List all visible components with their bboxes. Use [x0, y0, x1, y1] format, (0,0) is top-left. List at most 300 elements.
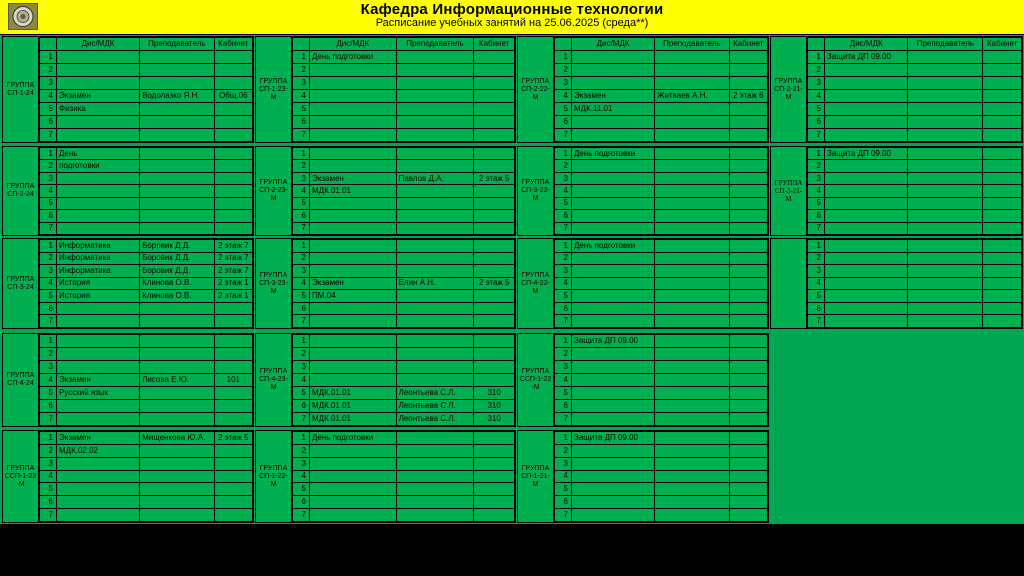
teacher-cell: Леонтьева С.Л. — [396, 413, 474, 426]
subject-cell: Защита ДП 09.00 — [825, 148, 908, 160]
table-row — [293, 387, 515, 400]
teacher-cell — [908, 210, 983, 222]
subject-cell — [572, 374, 655, 387]
room-cell — [214, 335, 252, 348]
table-row — [293, 265, 515, 278]
header-subject: Дис/МДК — [310, 38, 397, 51]
teacher-cell — [140, 197, 215, 209]
subject-cell — [57, 315, 140, 328]
room-cell — [214, 315, 252, 328]
teacher-cell — [396, 148, 474, 160]
subject-cell — [57, 400, 140, 413]
lesson-number: 2 — [40, 444, 57, 457]
teacher-cell — [908, 315, 983, 328]
lesson-number: 5 — [555, 290, 572, 303]
lesson-number: 4 — [293, 374, 310, 387]
table-row — [555, 172, 768, 184]
header-room: Кабинет — [214, 38, 252, 51]
lesson-number: 3 — [40, 457, 57, 470]
teacher-cell — [396, 116, 474, 129]
subject-cell — [572, 222, 655, 234]
table-row — [293, 222, 515, 234]
table-row — [293, 197, 515, 209]
group-name: ГРУППА СП-4-24 — [3, 334, 39, 426]
lesson-number: 5 — [555, 387, 572, 400]
table-row — [808, 240, 1022, 253]
table-row — [293, 444, 515, 457]
subject-cell — [572, 290, 655, 303]
teacher-cell — [396, 160, 474, 172]
subject-cell: День подготовки — [310, 51, 397, 64]
table-row — [808, 315, 1022, 328]
table-row — [293, 103, 515, 116]
teacher-cell — [655, 361, 730, 374]
room-cell — [983, 148, 1022, 160]
subject-cell: Защита ДП 09.00 — [825, 51, 908, 64]
subject-cell — [310, 374, 397, 387]
table-row — [40, 470, 253, 483]
room-cell: 101 — [214, 374, 252, 387]
subject-cell: Экзамен — [572, 90, 655, 103]
subject-cell — [57, 172, 140, 184]
teacher-cell — [140, 148, 215, 160]
subject-cell: МДК.01.01 — [310, 185, 397, 197]
room-cell — [214, 470, 252, 483]
lesson-number: 6 — [40, 302, 57, 315]
group-name: ГРУППА ССП-1-22-М — [518, 334, 554, 426]
teacher-cell — [908, 185, 983, 197]
subject-cell — [825, 77, 908, 90]
subject-cell — [57, 348, 140, 361]
room-cell — [729, 470, 767, 483]
room-cell — [729, 496, 767, 509]
subject-cell — [572, 387, 655, 400]
lesson-number: 2 — [293, 64, 310, 77]
subject-cell: История — [57, 290, 140, 303]
table-row — [808, 210, 1022, 222]
teacher-cell — [396, 222, 474, 234]
table-row — [555, 277, 768, 290]
room-cell: 2 этаж 5 — [214, 432, 252, 445]
teacher-cell — [908, 265, 983, 278]
table-row — [555, 240, 768, 253]
page-title: Кафедра Информационные технологии — [360, 1, 664, 18]
table-row — [293, 509, 515, 522]
teacher-cell — [908, 129, 983, 142]
lesson-number: 7 — [808, 129, 825, 142]
lesson-number: 6 — [293, 116, 310, 129]
group-name: ГРУППА СП-1-21-М — [518, 431, 554, 522]
lesson-number: 6 — [808, 116, 825, 129]
group-panel — [517, 430, 769, 523]
subject-cell — [57, 496, 140, 509]
table-row — [40, 432, 253, 445]
teacher-cell — [396, 265, 474, 278]
subject-cell: Защита ДП 09.00 — [572, 432, 655, 445]
lesson-number: 2 — [808, 64, 825, 77]
table-row — [40, 277, 253, 290]
table-row — [555, 197, 768, 209]
room-cell — [474, 252, 515, 265]
subject-cell — [572, 265, 655, 278]
room-cell — [729, 197, 767, 209]
table-row — [808, 64, 1022, 77]
teacher-cell — [140, 457, 215, 470]
room-cell — [474, 103, 515, 116]
table-row — [40, 77, 253, 90]
room-cell — [214, 361, 252, 374]
room-cell — [214, 483, 252, 496]
teacher-cell — [655, 51, 730, 64]
teacher-cell — [908, 90, 983, 103]
table-row — [293, 240, 515, 253]
table-row — [555, 210, 768, 222]
teacher-cell — [655, 374, 730, 387]
teacher-cell — [655, 315, 730, 328]
room-cell — [729, 240, 767, 253]
subject-cell: Информатика — [57, 240, 140, 253]
table-row — [293, 361, 515, 374]
subject-cell: Защита ДП 09.00 — [572, 335, 655, 348]
subject-cell: Экзамен — [57, 90, 140, 103]
table-row — [40, 160, 253, 172]
teacher-cell — [140, 315, 215, 328]
table-row — [555, 265, 768, 278]
lesson-number: 1 — [808, 148, 825, 160]
room-cell — [983, 197, 1022, 209]
group-panel — [255, 333, 516, 427]
teacher-cell: Боровик Д.Д. — [140, 252, 215, 265]
room-cell — [729, 432, 767, 445]
teacher-cell — [908, 160, 983, 172]
lesson-number: 2 — [293, 160, 310, 172]
teacher-cell — [396, 509, 474, 522]
lesson-number: 1 — [40, 335, 57, 348]
lesson-number: 3 — [555, 361, 572, 374]
schedule-table — [554, 239, 768, 328]
subject-cell — [57, 302, 140, 315]
table-header-row — [40, 38, 253, 51]
lesson-number: 2 — [808, 160, 825, 172]
lesson-number: 3 — [40, 77, 57, 90]
lesson-number: 4 — [293, 185, 310, 197]
table-row — [808, 116, 1022, 129]
lesson-number: 7 — [555, 413, 572, 426]
lesson-number: 1 — [808, 51, 825, 64]
room-cell — [729, 509, 767, 522]
schedule-table — [39, 239, 253, 328]
subject-cell: МДК.11.01 — [572, 103, 655, 116]
subject-cell — [572, 197, 655, 209]
table-row — [293, 90, 515, 103]
lesson-number: 3 — [293, 361, 310, 374]
schedule-table — [554, 147, 768, 235]
schedule-table — [39, 147, 253, 235]
teacher-cell — [655, 160, 730, 172]
header-teacher: Преподаватель — [140, 38, 215, 51]
table-row — [293, 302, 515, 315]
subject-cell — [310, 252, 397, 265]
teacher-cell — [396, 129, 474, 142]
lesson-number: 6 — [555, 400, 572, 413]
table-row — [293, 210, 515, 222]
room-cell — [983, 160, 1022, 172]
schedule-table — [292, 334, 515, 426]
table-row — [40, 290, 253, 303]
teacher-cell — [655, 116, 730, 129]
teacher-cell — [655, 348, 730, 361]
teacher-cell — [908, 222, 983, 234]
group-name: ГРУППА СП-4-23-М — [256, 334, 292, 426]
teacher-cell — [655, 302, 730, 315]
room-cell — [474, 483, 515, 496]
room-cell — [214, 185, 252, 197]
subject-cell — [57, 129, 140, 142]
lesson-number: 3 — [293, 265, 310, 278]
room-cell — [729, 444, 767, 457]
schedule-table — [554, 37, 768, 142]
teacher-cell — [140, 185, 215, 197]
teacher-cell — [655, 210, 730, 222]
teacher-cell: Боровик Д.Д. — [140, 265, 215, 278]
table-row — [555, 185, 768, 197]
teacher-cell — [655, 77, 730, 90]
header-teacher: Преподаватель — [908, 38, 983, 51]
teacher-cell — [140, 335, 215, 348]
lesson-number: 2 — [40, 64, 57, 77]
teacher-cell — [655, 509, 730, 522]
table-row — [40, 148, 253, 160]
table-row — [808, 222, 1022, 234]
subject-cell — [310, 335, 397, 348]
teacher-cell — [908, 290, 983, 303]
lesson-number: 3 — [808, 172, 825, 184]
group-name: ГРУППА СП-1-23-М — [256, 37, 292, 142]
room-cell — [474, 51, 515, 64]
group-panel — [255, 238, 516, 329]
lesson-number: 3 — [555, 457, 572, 470]
room-cell — [729, 483, 767, 496]
table-row — [555, 129, 768, 142]
subject-cell — [825, 315, 908, 328]
subject-cell — [572, 302, 655, 315]
lesson-number: 4 — [808, 90, 825, 103]
lesson-number: 6 — [40, 210, 57, 222]
room-cell — [729, 103, 767, 116]
lesson-number: 4 — [555, 185, 572, 197]
room-cell — [214, 64, 252, 77]
subject-cell — [310, 240, 397, 253]
room-cell — [474, 129, 515, 142]
teacher-cell — [396, 348, 474, 361]
lesson-number: 7 — [808, 315, 825, 328]
subject-cell — [57, 483, 140, 496]
table-row — [293, 116, 515, 129]
lesson-number: 6 — [555, 210, 572, 222]
table-row — [808, 90, 1022, 103]
subject-cell — [572, 210, 655, 222]
teacher-cell — [396, 470, 474, 483]
group-name: ГРУППА СП-1-22-М — [256, 431, 292, 522]
subject-cell — [825, 302, 908, 315]
table-row — [40, 348, 253, 361]
lesson-number: 3 — [40, 172, 57, 184]
subject-cell — [825, 160, 908, 172]
teacher-cell: Клинова О.В. — [140, 290, 215, 303]
header-room: Кабинет — [983, 38, 1022, 51]
table-row — [293, 348, 515, 361]
table-row — [555, 116, 768, 129]
table-row — [555, 509, 768, 522]
table-row — [555, 290, 768, 303]
group-panel — [517, 36, 769, 143]
teacher-cell: Боровик Д.Д. — [140, 240, 215, 253]
subject-cell — [310, 265, 397, 278]
subject-cell — [825, 252, 908, 265]
lesson-number: 6 — [293, 210, 310, 222]
teacher-cell — [140, 400, 215, 413]
room-cell — [214, 457, 252, 470]
table-row — [555, 77, 768, 90]
header-room: Кабинет — [729, 38, 767, 51]
lesson-number: 4 — [293, 470, 310, 483]
lesson-number: 1 — [555, 148, 572, 160]
teacher-cell — [140, 302, 215, 315]
subject-cell — [572, 444, 655, 457]
lesson-number: 7 — [40, 129, 57, 142]
lesson-number: 3 — [808, 77, 825, 90]
subject-cell — [825, 277, 908, 290]
group-panel — [2, 333, 254, 427]
room-cell — [729, 361, 767, 374]
group-name: ГРУППА СП-2-24 — [3, 147, 39, 235]
room-cell — [474, 77, 515, 90]
table-row — [808, 160, 1022, 172]
table-row — [40, 457, 253, 470]
room-cell: 310 — [474, 413, 515, 426]
room-cell — [983, 103, 1022, 116]
table-row — [293, 470, 515, 483]
room-cell — [729, 374, 767, 387]
lesson-number: 4 — [555, 470, 572, 483]
lesson-number: 4 — [555, 90, 572, 103]
room-cell — [214, 444, 252, 457]
subject-cell — [310, 90, 397, 103]
lesson-number: 6 — [555, 116, 572, 129]
teacher-cell — [655, 413, 730, 426]
room-cell: 2 этаж 1 — [214, 290, 252, 303]
lesson-number: 7 — [808, 222, 825, 234]
lesson-number: 7 — [555, 509, 572, 522]
table-row — [40, 240, 253, 253]
subject-cell — [572, 160, 655, 172]
table-row — [555, 374, 768, 387]
subject-cell — [572, 400, 655, 413]
teacher-cell: Леонтьева С.Л. — [396, 387, 474, 400]
lesson-number: 4 — [40, 185, 57, 197]
subject-cell — [825, 185, 908, 197]
schedule-table — [554, 334, 768, 426]
lesson-number: 5 — [293, 197, 310, 209]
schedule-table — [39, 334, 253, 426]
teacher-cell — [908, 64, 983, 77]
teacher-cell — [396, 185, 474, 197]
subject-cell: Экзамен — [310, 172, 397, 184]
room-cell — [729, 265, 767, 278]
subject-cell: МДК.02.02 — [57, 444, 140, 457]
group-panel — [255, 146, 516, 236]
subject-cell — [57, 116, 140, 129]
table-row — [40, 116, 253, 129]
table-row — [293, 374, 515, 387]
lesson-number: 1 — [293, 240, 310, 253]
room-cell — [729, 148, 767, 160]
schedule-table — [292, 239, 515, 328]
subject-cell — [572, 116, 655, 129]
subject-cell — [310, 444, 397, 457]
group-panel — [2, 430, 254, 523]
teacher-cell — [140, 483, 215, 496]
lesson-number: 2 — [293, 348, 310, 361]
lesson-number: 1 — [555, 335, 572, 348]
lesson-number: 2 — [555, 64, 572, 77]
subject-cell — [572, 51, 655, 64]
teacher-cell — [396, 103, 474, 116]
table-row — [555, 302, 768, 315]
subject-cell — [825, 90, 908, 103]
room-cell — [729, 172, 767, 184]
lesson-number: 4 — [40, 374, 57, 387]
room-cell — [729, 387, 767, 400]
room-cell — [214, 172, 252, 184]
lesson-number: 5 — [40, 483, 57, 496]
lesson-number: 5 — [555, 483, 572, 496]
lesson-number: 4 — [40, 90, 57, 103]
teacher-cell — [396, 197, 474, 209]
table-row — [40, 252, 253, 265]
lesson-number: 2 — [555, 444, 572, 457]
lesson-number: 4 — [40, 277, 57, 290]
group-name: ГРУППА ССП-1-23-М — [3, 431, 39, 522]
teacher-cell — [655, 470, 730, 483]
table-row — [555, 361, 768, 374]
teacher-cell — [655, 129, 730, 142]
lesson-number: 1 — [293, 335, 310, 348]
room-cell — [983, 315, 1022, 328]
room-cell — [729, 160, 767, 172]
teacher-cell — [396, 210, 474, 222]
group-panel — [517, 333, 769, 427]
group-panel — [255, 36, 516, 143]
subject-cell — [572, 509, 655, 522]
teacher-cell — [140, 172, 215, 184]
table-row — [808, 185, 1022, 197]
table-row — [555, 90, 768, 103]
lesson-number: 4 — [555, 374, 572, 387]
subject-cell — [310, 160, 397, 172]
subject-cell — [57, 413, 140, 426]
room-cell — [214, 413, 252, 426]
table-row — [293, 129, 515, 142]
lesson-number: 4 — [40, 470, 57, 483]
room-cell — [474, 197, 515, 209]
lesson-number: 7 — [555, 129, 572, 142]
teacher-cell — [908, 116, 983, 129]
subject-cell — [57, 210, 140, 222]
lesson-number: 7 — [555, 222, 572, 234]
room-cell — [214, 197, 252, 209]
lesson-number: 1 — [293, 51, 310, 64]
